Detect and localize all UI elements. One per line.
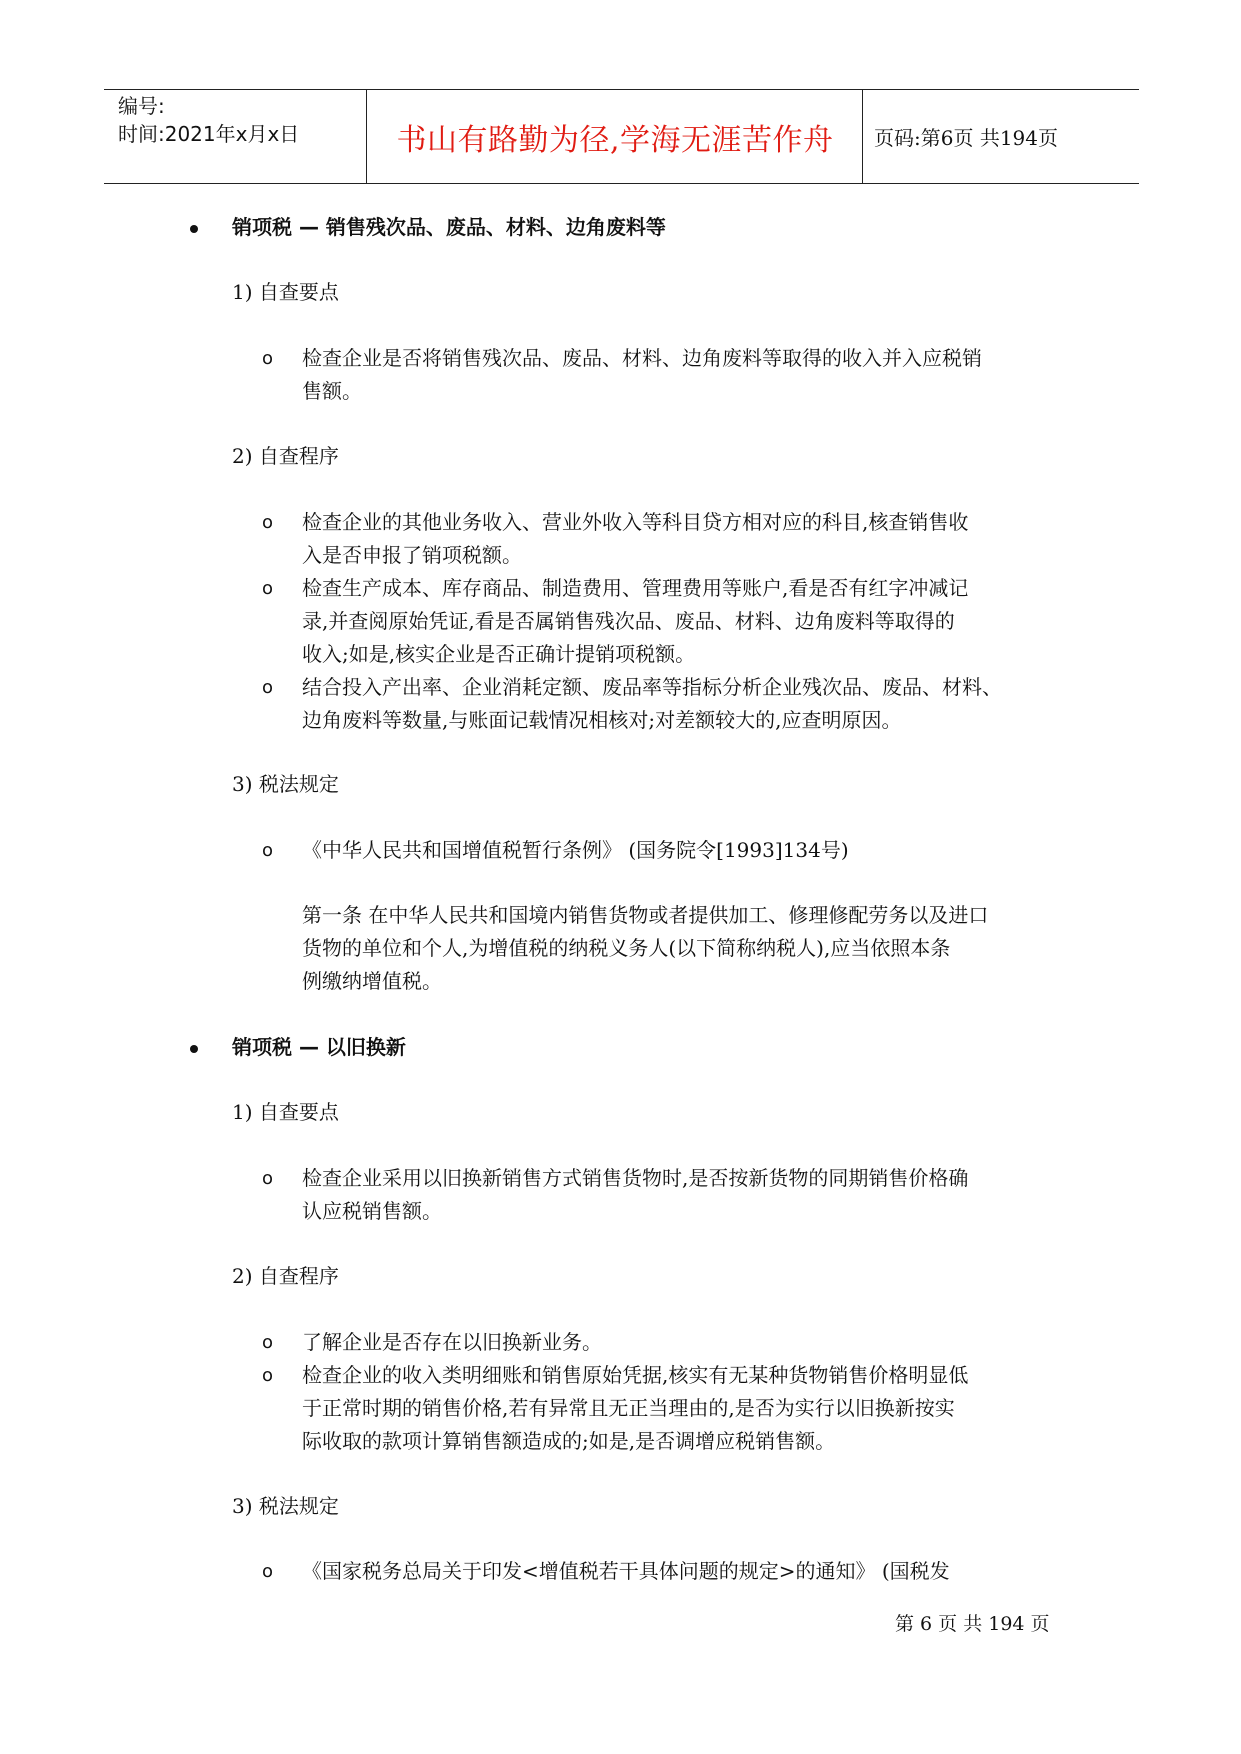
circle-bullet-icon: o: [262, 348, 274, 369]
header-page-label: 页码:第6页 共194页: [874, 126, 1058, 150]
law-citation: 《国家税务总局关于印发<增值税若干具体问题的规定>的通知》 (国税发: [302, 1559, 950, 1583]
number-label: 编号:: [118, 94, 165, 118]
subheading: 1) 自查要点: [232, 1100, 339, 1124]
section-title: 销项税 — 以旧换新: [232, 1035, 406, 1059]
paragraph-line: 收入;如是,核实企业是否正确计提销项税额。: [302, 642, 696, 666]
paragraph-line: 于正常时期的销售价格,若有异常且无正当理由的,是否为实行以旧换新按实: [302, 1396, 955, 1420]
circle-bullet-icon: o: [262, 512, 274, 533]
circle-bullet-icon: o: [262, 677, 274, 698]
paragraph-line: 售额。: [302, 379, 362, 403]
page-header: [104, 89, 1139, 184]
bullet-icon: [190, 1045, 198, 1053]
law-citation: 《中华人民共和国增值税暂行条例》 (国务院令[1993]134号): [302, 838, 849, 862]
paragraph-line: 检查企业采用以旧换新销售方式销售货物时,是否按新货物的同期销售价格确: [302, 1166, 969, 1190]
time-label: 时间:2021年x月x日: [118, 122, 300, 146]
circle-bullet-icon: o: [262, 1365, 274, 1386]
bullet-icon: [190, 225, 198, 233]
circle-bullet-icon: o: [262, 1332, 274, 1353]
circle-bullet-icon: o: [262, 1168, 274, 1189]
circle-bullet-icon: o: [262, 840, 274, 861]
section-title: 销项税 — 销售残次品、废品、材料、边角废料等: [232, 215, 666, 239]
paragraph-line: 结合投入产出率、企业消耗定额、废品率等指标分析企业残次品、废品、材料、: [302, 675, 1002, 699]
paragraph-line: 货物的单位和个人,为增值税的纳税义务人(以下简称纳税人),应当依照本条: [302, 936, 951, 960]
paragraph-line: 检查企业是否将销售残次品、废品、材料、边角废料等取得的收入并入应税销: [302, 346, 982, 370]
paragraph-line: 录,并查阅原始凭证,看是否属销售残次品、废品、材料、边角废料等取得的: [302, 609, 955, 633]
subheading: 3) 税法规定: [232, 772, 339, 796]
paragraph-line: 检查企业的其他业务收入、营业外收入等科目贷方相对应的科目,核查销售收: [302, 510, 969, 534]
header-meta: [118, 92, 299, 148]
circle-bullet-icon: o: [262, 578, 274, 599]
paragraph-line: 边角废料等数量,与账面记载情况相核对;对差额较大的,应查明原因。: [302, 708, 902, 732]
paragraph-line: 了解企业是否存在以旧换新业务。: [302, 1330, 602, 1354]
header-motto: 书山有路勤为径,学海无涯苦作舟: [396, 122, 834, 158]
header-divider: [366, 90, 367, 183]
page-footer: 第 6 页 共 194 页: [895, 1613, 1050, 1635]
circle-bullet-icon: o: [262, 1561, 274, 1582]
paragraph-line: 入是否申报了销项税额。: [302, 543, 522, 567]
subheading: 1) 自查要点: [232, 280, 339, 304]
paragraph-line: 例缴纳增值税。: [302, 969, 442, 993]
subheading: 2) 自查程序: [232, 1264, 339, 1288]
header-divider: [862, 90, 863, 183]
paragraph-line: 检查生产成本、库存商品、制造费用、管理费用等账户,看是否有红字冲减记: [302, 576, 969, 600]
paragraph-line: 认应税销售额。: [302, 1199, 442, 1223]
paragraph-line: 际收取的款项计算销售额造成的;如是,是否调增应税销售额。: [302, 1429, 836, 1453]
subheading: 2) 自查程序: [232, 444, 339, 468]
subheading: 3) 税法规定: [232, 1494, 339, 1518]
paragraph-line: 检查企业的收入类明细账和销售原始凭据,核实有无某种货物销售价格明显低: [302, 1363, 969, 1387]
paragraph-line: 第一条 在中华人民共和国境内销售货物或者提供加工、修理修配劳务以及进口: [302, 903, 989, 927]
